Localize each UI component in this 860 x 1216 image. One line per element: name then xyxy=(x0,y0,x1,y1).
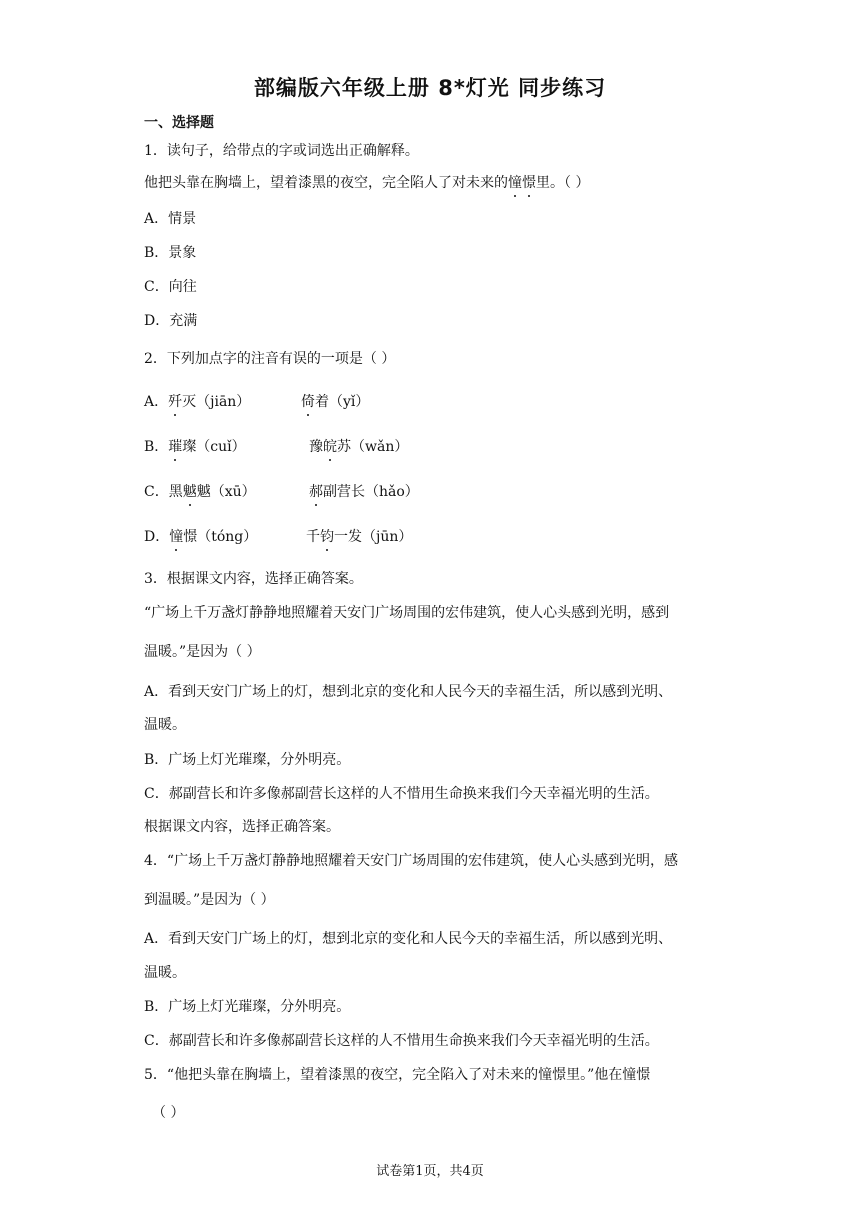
option-text: 苏（wǎn） xyxy=(337,439,409,455)
option-letter: B． xyxy=(144,439,169,455)
q2-stem: 2．下列加点字的注音有误的一项是（ ） xyxy=(144,351,396,367)
q4-quote-line1: 4．“广场上千万盏灯静静地照耀着天安门广场周围的宏伟建筑，使人心头感到光明，感 xyxy=(144,853,679,869)
option-text: 憬（tóng） xyxy=(183,529,258,545)
q1-option-c: C．向往 xyxy=(144,279,197,295)
option-text: 魆（xū） xyxy=(196,484,256,500)
dotted-char: 郝 xyxy=(309,484,323,500)
option-text: 黑 xyxy=(168,484,183,500)
q4-option-b: B．广场上灯光璀璨，分外明亮。 xyxy=(144,999,351,1015)
section-heading: 一、选择题 xyxy=(144,115,214,131)
q3-option-c: C．郝副营长和许多像郝副营长这样的人不惜用生命换来我们今天幸福光明的生活。 xyxy=(144,786,659,802)
q3-quote-line2: 温暖。”是因为（ ） xyxy=(144,644,261,660)
dotted-char: 魆 xyxy=(182,484,197,500)
option-text: 着（yǐ） xyxy=(315,394,370,410)
dotted-char: 钧 xyxy=(320,529,334,545)
q1-option-d: D．充满 xyxy=(144,313,198,329)
page-title: 部编版六年级上册 8*灯光 同步练习 xyxy=(253,76,607,100)
q3-option-a-line1: A．看到天安门广场上的灯，想到北京的变化和人民今天的幸福生活，所以感到光明、 xyxy=(144,684,673,700)
q1-sentence xyxy=(144,174,589,192)
option-text: 副营长（hǎo） xyxy=(323,484,419,500)
option-letter: D． xyxy=(144,529,170,545)
q3-quote-line1: “广场上千万盏灯静静地照耀着天安门广场周围的宏伟建筑，使人心头感到光明，感到 xyxy=(144,605,670,621)
option-text: 千 xyxy=(306,529,320,545)
option-text: 璨（cuǐ） xyxy=(182,439,246,455)
q1-option-a: A．情景 xyxy=(144,211,197,227)
option-text: 灭（jiān） xyxy=(182,394,251,410)
q2-option-c xyxy=(144,483,256,501)
dotted-char: 憧 xyxy=(169,529,184,545)
q2-option-d-second xyxy=(306,528,412,546)
q1-stem: 1．读句子，给带点的字或词选出正确解释。 xyxy=(144,143,419,159)
dotted-char: 憧 xyxy=(508,175,522,191)
q5-blank: （ ） xyxy=(152,1105,185,1121)
dotted-char: 皖 xyxy=(323,439,337,455)
q2-option-b-second xyxy=(309,438,408,456)
dotted-char: 倚 xyxy=(301,394,315,410)
q4-quote-line2: 到温暖。”是因为（ ） xyxy=(144,892,275,908)
option-text: 豫 xyxy=(309,439,323,455)
q1-dot-text xyxy=(508,175,536,191)
q2-option-a-second xyxy=(301,393,369,411)
q3-option-a-line2: 温暖。 xyxy=(144,717,186,733)
q1-sentence-pre: 他把头靠在胸墙上，望着漆黑的夜空，完全陷人了对未来的 xyxy=(144,175,508,191)
page-footer: 试卷第1页，共4页 xyxy=(376,1164,484,1179)
q4-option-c: C．郝副营长和许多像郝副营长这样的人不惜用生命换来我们今天幸福光明的生活。 xyxy=(144,1033,659,1049)
q2-option-d xyxy=(144,528,257,546)
q1-dotted-word xyxy=(508,175,536,191)
q1-sentence-post: 里。（ ） xyxy=(536,175,590,191)
q3-stem: 3．根据课文内容，选择正确答案。 xyxy=(144,571,363,587)
option-letter: A． xyxy=(144,394,169,410)
q4-option-a-line1: A．看到天安门广场上的灯，想到北京的变化和人民今天的幸福生活，所以感到光明、 xyxy=(144,931,673,947)
q5-stem: 5．“他把头靠在胸墙上，望着漆黑的夜空，完全陷入了对未来的憧憬里。”他在憧憬 xyxy=(144,1067,651,1083)
q2-option-c-second xyxy=(309,483,419,501)
q3-note: 根据课文内容，选择正确答案。 xyxy=(144,819,340,835)
option-letter: C． xyxy=(144,484,169,500)
q3-option-b: B．广场上灯光璀璨，分外明亮。 xyxy=(144,752,351,768)
q2-option-a xyxy=(144,393,250,411)
option-text: 一发（jūn） xyxy=(334,529,413,545)
dotted-char: 憬 xyxy=(522,175,536,191)
q2-option-b xyxy=(144,438,246,456)
dotted-char: 璀 xyxy=(168,439,183,455)
q1-option-b: B．景象 xyxy=(144,245,197,261)
q4-option-a-line2: 温暖。 xyxy=(144,965,186,981)
dotted-char: 歼 xyxy=(168,394,183,410)
